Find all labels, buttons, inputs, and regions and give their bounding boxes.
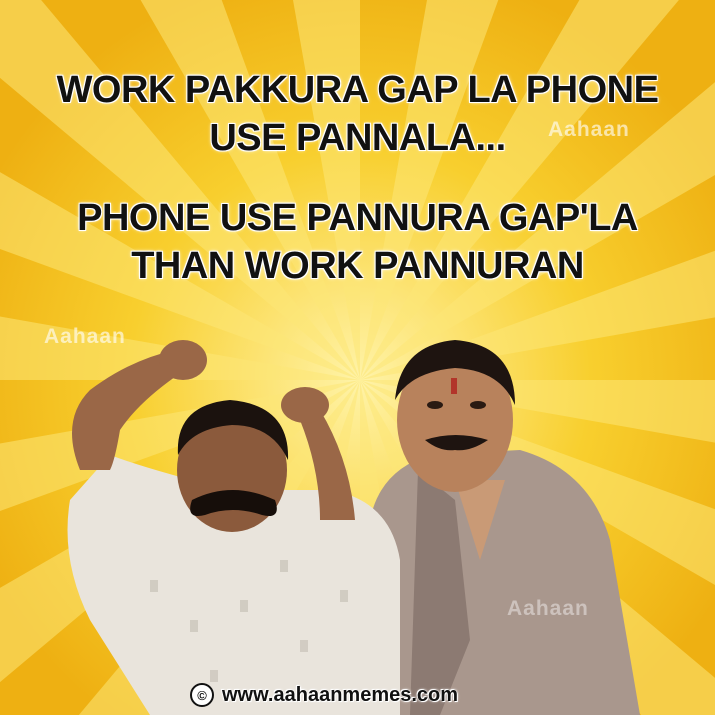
watermark-top-right: Aahaan bbox=[548, 118, 630, 141]
caption-top bbox=[0, 66, 715, 162]
watermark-left: Aahaan bbox=[44, 325, 126, 348]
copyright-icon: © bbox=[190, 683, 214, 707]
footer-credit bbox=[190, 681, 458, 709]
caption-line-1: WORK PAKKURA GAP LA PHONE bbox=[56, 69, 659, 111]
caption-bottom bbox=[0, 194, 715, 290]
caption-line-2: USE PANNALA... bbox=[209, 117, 506, 159]
watermark-bottom-right: Aahaan bbox=[507, 597, 589, 620]
footer-url: www.aahaanmemes.com bbox=[222, 683, 459, 706]
left-man bbox=[68, 340, 401, 715]
caption-line-3: PHONE USE PANNURA GAP'LA bbox=[77, 197, 638, 239]
right-man bbox=[370, 340, 640, 715]
caption-line-4: THAN WORK PANNURAN bbox=[131, 245, 584, 287]
